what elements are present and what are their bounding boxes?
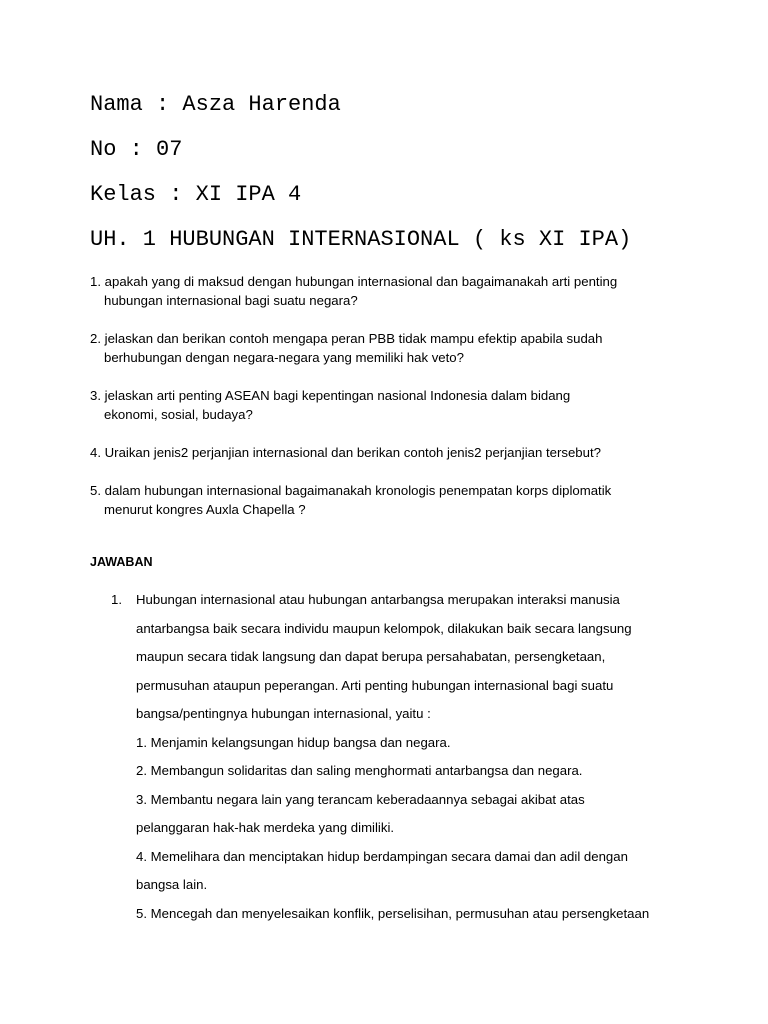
question-text-continued: ekonomi, sosial, budaya?: [104, 407, 253, 422]
question-text: 3. jelaskan arti penting ASEAN bagi kepentingan nasional Indonesia dalam bidang: [90, 388, 571, 403]
question-text: 5. dalam hubungan internasional bagaimanakah kronologis penempatan korps diplomatik: [90, 483, 612, 498]
answer-line: bangsa lain.: [136, 877, 208, 892]
answer-line: 1. Menjamin kelangsungan hidup bangsa dan negara.: [136, 734, 451, 750]
exam-title: UH. 1 HUBUNGAN INTERNASIONAL ( ks XI IPA): [90, 227, 632, 252]
answer-line: permusuhan ataupun peperangan. Arti penting hubungan internasional bagi suatu: [136, 677, 614, 693]
answer-line: maupun secara tidak langsung dan dapat berupa persahabatan, persengketaan,: [136, 649, 606, 664]
question-item: [90, 329, 710, 367]
answer-line: 4. Memelihara dan menciptakan hidup berdampingan secara damai dan adil dengan: [136, 848, 628, 864]
question-text: 4. Uraikan jenis2 perjanjian internasional dan berikan contoh jenis2 perjanjian tersebut?: [90, 445, 601, 460]
question-item: [90, 481, 710, 519]
answer-number: 1.: [111, 592, 122, 607]
question-text-continued: berhubungan dengan negara-negara yang memiliki hak veto?: [104, 350, 464, 365]
question-text-continued: menurut kongres Auxla Chapella ?: [104, 502, 306, 517]
answer-line: bangsa/pentingnya hubungan internasional, yaitu :: [136, 706, 431, 721]
question-text: 1. apakah yang di maksud dengan hubungan internasional dan bagaimanakah arti penting: [90, 274, 618, 289]
question-item: [90, 386, 710, 424]
answer-body: [136, 592, 696, 934]
question-text-continued: hubungan internasional bagi suatu negara?: [104, 293, 358, 308]
answer-line: 5. Mencegah dan menyelesaikan konflik, perselisihan, permusuhan atau persengketaan: [136, 905, 650, 921]
student-number: No : 07: [90, 137, 183, 162]
answer-line: Hubungan internasional atau hubungan antarbangsa merupakan interaksi manusia: [136, 592, 620, 607]
student-class: Kelas : XI IPA 4: [90, 182, 302, 207]
answer-line: 2. Membangun solidaritas dan saling menghormati antarbangsa dan negara.: [136, 763, 583, 778]
student-name: Nama : Asza Harenda: [90, 92, 341, 117]
question-item: [90, 272, 710, 310]
answer-line: pelanggaran hak-hak merdeka yang dimiliki.: [136, 820, 395, 835]
question-text: 2. jelaskan dan berikan contoh mengapa peran PBB tidak mampu efektip apabila sudah: [90, 331, 603, 346]
question-item: [90, 443, 710, 462]
answers-heading: JAWABAN: [90, 555, 153, 569]
answer-line: antarbangsa baik secara individu maupun kelompok, dilakukan baik secara langsung: [136, 620, 632, 636]
answer-line: 3. Membantu negara lain yang terancam keberadaannya sebagai akibat atas: [136, 791, 585, 807]
